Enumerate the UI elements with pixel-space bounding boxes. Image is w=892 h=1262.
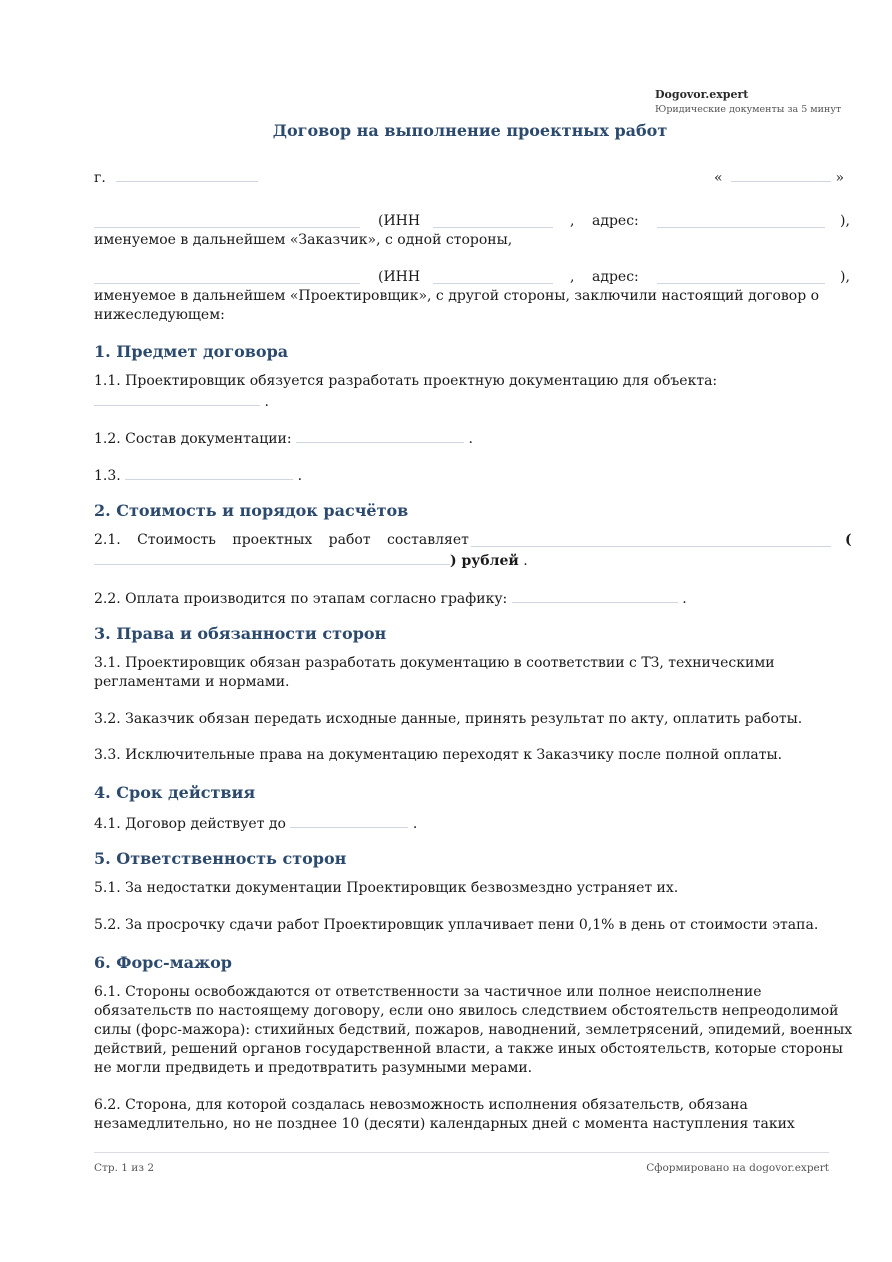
documentation-blank: [296, 428, 464, 443]
date-blank: [731, 167, 831, 182]
party2-address-blank: [657, 269, 825, 284]
clause-3-2: 3.2. Заказчик обязан передать исходные данные, принять результат по акту, оплатить работы.: [94, 711, 803, 727]
party1-name-blank: [94, 213, 360, 228]
clause-2-1: 2.1. Стоимость проектных работ составляет: [94, 532, 469, 548]
party2-address-label: адрес:: [592, 269, 639, 285]
amount-digits-blank: [471, 532, 831, 547]
date-open-quote: «: [714, 170, 723, 186]
brand-tagline: Юридические документы за 5 минут: [655, 104, 842, 115]
clause-1-1: 1.1. Проектировщик обязуется разработать проектную документацию для объекта:: [94, 373, 718, 389]
amount-words-blank: [94, 550, 450, 565]
party1-address-blank: [657, 213, 825, 228]
footer-divider: [94, 1152, 829, 1153]
section-1-heading: 1. Предмет договора: [94, 342, 289, 361]
clause-4-1-text: 4.1. Договор действует до: [94, 816, 286, 832]
party1-comma: ,: [570, 213, 575, 229]
object-blank: [94, 391, 260, 406]
section-2-heading: 2. Стоимость и порядок расчётов: [94, 501, 409, 520]
clause-6-2: 6.2. Сторона, для которой создалась невозможность исполнения обязательств, обязана незамедлительно, но не позднее 10 (десяти) календарных дней с момента наступления таких: [94, 1097, 795, 1132]
date-row: [714, 167, 844, 188]
clause-1-3: [94, 465, 302, 486]
clause-1-2: [94, 428, 473, 449]
party1-inn-label: (ИНН: [378, 213, 421, 229]
party2-close: ),: [840, 269, 850, 285]
party2-comma: ,: [570, 269, 575, 285]
clause-1-1-blank-row: [94, 391, 269, 412]
clause-1-1-end: .: [264, 394, 269, 410]
section-6-heading: 6. Форс-мажор: [94, 953, 232, 972]
clause-4-1-end: .: [412, 816, 418, 832]
clause-2-1-rubles: ) рублей: [450, 553, 519, 569]
party2-name-blank: [94, 269, 360, 284]
page-number: Стр. 1 из 2: [94, 1162, 155, 1174]
schedule-blank: [512, 588, 678, 603]
party1-address-label: адрес:: [592, 213, 639, 229]
clause-5-1: 5.1. За недостатки документации Проектировщик безвозмездно устраняет их.: [94, 880, 679, 896]
party1-close: ),: [840, 213, 850, 229]
clause-6-1: 6.1. Стороны освобождаются от ответственности за частичное или полное неисполнение обязательств по настоящему договору, если оно явилось следствием обстоятельств непреодолимой силы (форс-мажора): стихийных бедствий, пожаров, наводнений, землетрясений, эпидемий, военных действий, решений органов государственной власти, а также иных обстоятельств, которые стороны не могли предвидеть и предотвратить разумными мерами.: [94, 984, 853, 1076]
clause-3-3: 3.3. Исключительные права на документацию переходят к Заказчику после полной оплаты.: [94, 747, 783, 763]
section-5-heading: 5. Ответственность сторон: [94, 849, 347, 868]
party1-inn-blank: [433, 213, 553, 228]
clause-1-3-end: .: [297, 468, 303, 484]
city-blank: [116, 167, 258, 182]
brand-name: Dogovor.expert: [655, 88, 749, 101]
party2-inn-blank: [433, 269, 553, 284]
clause-2-1-words-row: [94, 550, 528, 571]
clause-2-2: [94, 588, 687, 609]
generated-note: Сформировано на dogovor.expert: [646, 1162, 829, 1174]
date-close-quote: »: [835, 170, 845, 186]
clause-4-1: [94, 813, 417, 834]
party1-description: именуемое в дальнейшем «Заказчик», с одной стороны,: [94, 232, 513, 248]
city-row: [94, 167, 258, 188]
brand-block: [655, 88, 855, 117]
clause-2-1-paren: (: [845, 532, 852, 548]
document-title: Договор на выполнение проектных работ: [272, 121, 668, 140]
term-blank: [290, 813, 408, 828]
clause-2-2-text: 2.2. Оплата производится по этапам согласно графику:: [94, 591, 508, 607]
clause-3-1: 3.1. Проектировщик обязан разработать документацию в соответствии с ТЗ, техническими регламентами и нормами.: [94, 655, 775, 690]
clause-1-2-end: .: [468, 431, 473, 447]
party2-description: именуемое в дальнейшем «Проектировщик», с другой стороны, заключили настоящий договор о нижеследующем:: [94, 288, 820, 323]
clause-1-3-text: 1.3.: [94, 468, 121, 484]
city-prefix: г.: [94, 170, 106, 186]
section-4-heading: 4. Срок действия: [94, 783, 256, 802]
clause-1-3-blank: [125, 465, 293, 480]
clause-5-2: 5.2. За просрочку сдачи работ Проектировщик уплачивает пени 0,1% в день от стоимости этапа.: [94, 917, 819, 933]
party2-inn-label: (ИНН: [378, 269, 421, 285]
clause-2-2-end: .: [682, 591, 687, 607]
section-3-heading: 3. Права и обязанности сторон: [94, 624, 387, 643]
clause-1-2-text: 1.2. Состав документации:: [94, 431, 292, 447]
clause-2-1-end: .: [523, 553, 528, 569]
